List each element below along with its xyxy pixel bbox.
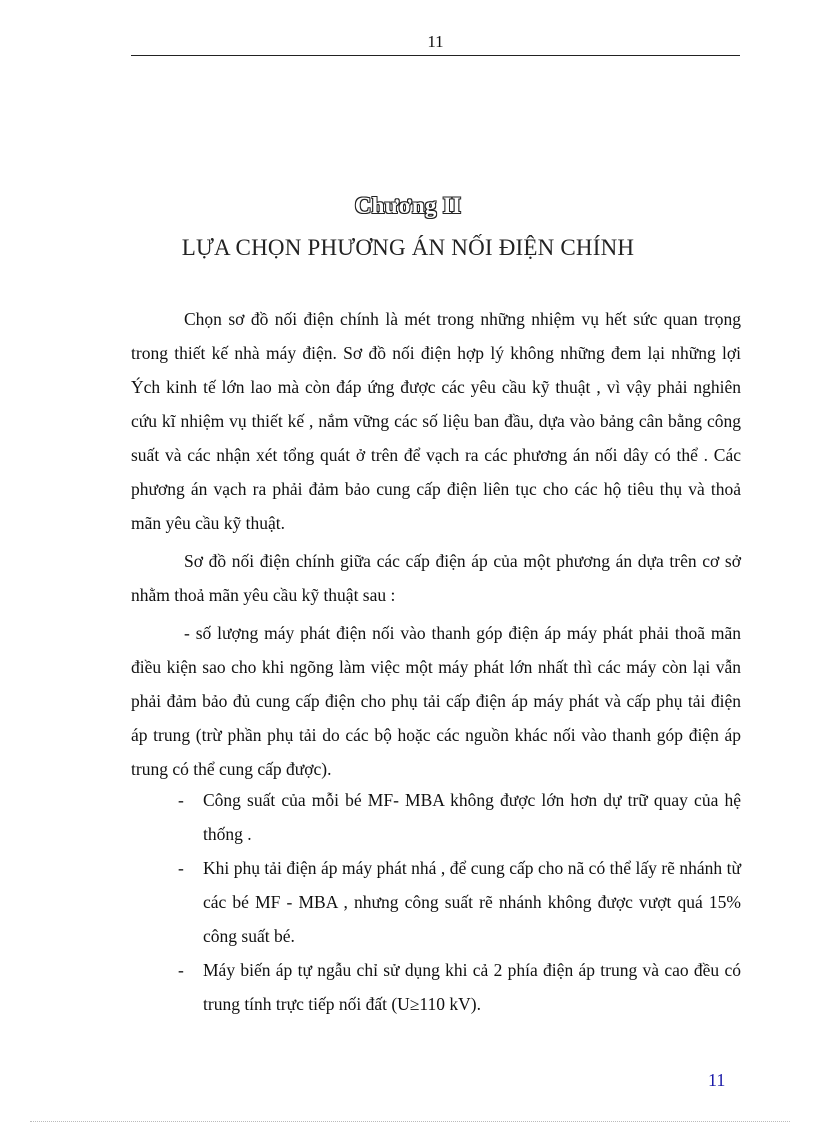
list-bullet: - <box>178 960 184 980</box>
paragraph: Sơ đồ nối điện chính giữa các cấp điện áp của một phương án dựa trên cơ sở nhằm thoả mãn yêu cầu kỹ thuật sau : <box>131 551 741 605</box>
footer-divider <box>30 1121 790 1122</box>
list-item-text: Khi phụ tải điện áp máy phát nhá , để cung cấp cho nã có thể lấy rẽ nhánh từ các bé MF - MBA , nhưng công suất rẽ nhánh không được vượt quá 15% công suất bé. <box>203 858 741 946</box>
list-item <box>131 851 741 953</box>
paragraph: - số lượng máy phát điện nối vào thanh góp điện áp máy phát phải thoã mãn điều kiện sao cho khi ngõng làm việc một máy phát lớn nhất thì các máy còn lại vẫn phải đảm bảo đủ cung cấp điện cho phụ tải cấp điện áp máy phát và cấp phụ tải điện áp trung (trừ phần phụ tải do các bộ hoặc các nguồn khác nối vào thanh góp điện áp trung có thể cung cấp được). <box>131 623 741 779</box>
list-item-text: Công suất của mỗi bé MF- MBA không được lớn hơn dự trữ quay của hệ thống . <box>203 790 741 844</box>
body-section <box>131 302 741 786</box>
list-item <box>131 953 741 1021</box>
footer-page-number: 11 <box>708 1070 726 1090</box>
list-bullet: - <box>178 858 184 878</box>
list-bullet: - <box>178 790 184 810</box>
header-page-number: 11 <box>427 32 444 51</box>
list-item <box>131 783 741 851</box>
chapter-title: Chương II <box>354 193 462 218</box>
chapter-subtitle: LỰA CHỌN PHƯƠNG ÁN NỐI ĐIỆN CHÍNH <box>181 235 635 260</box>
paragraph: Chọn sơ đồ nối điện chính là mét trong những nhiệm vụ hết sức quan trọng trong thiết kế nhà máy điện. Sơ đồ nối điện hợp lý không những đem lại những lợi Ých kinh tế lớn lao mà còn đáp ứng được các yêu cầu kỹ thuật , vì vậy phải nghiên cứu kĩ nhiệm vụ thiết kế , nắm vững các số liệu ban đầu, dựa vào bảng cân bằng công suất và các nhận xét tổng quát ở trên để vạch ra các phương án nối dây có thể . Các phương án vạch ra phải đảm bảo cung cấp điện liên tục cho các hộ tiêu thụ và thoả mãn yêu cầu kỹ thuật. <box>131 309 741 533</box>
page-header <box>131 31 740 56</box>
list-item-text: Máy biến áp tự ngẫu chỉ sử dụng khi cả 2 phía điện áp trung và cao đều có trung tính trực tiếp nối đất (U≥110 kV). <box>203 960 741 1014</box>
